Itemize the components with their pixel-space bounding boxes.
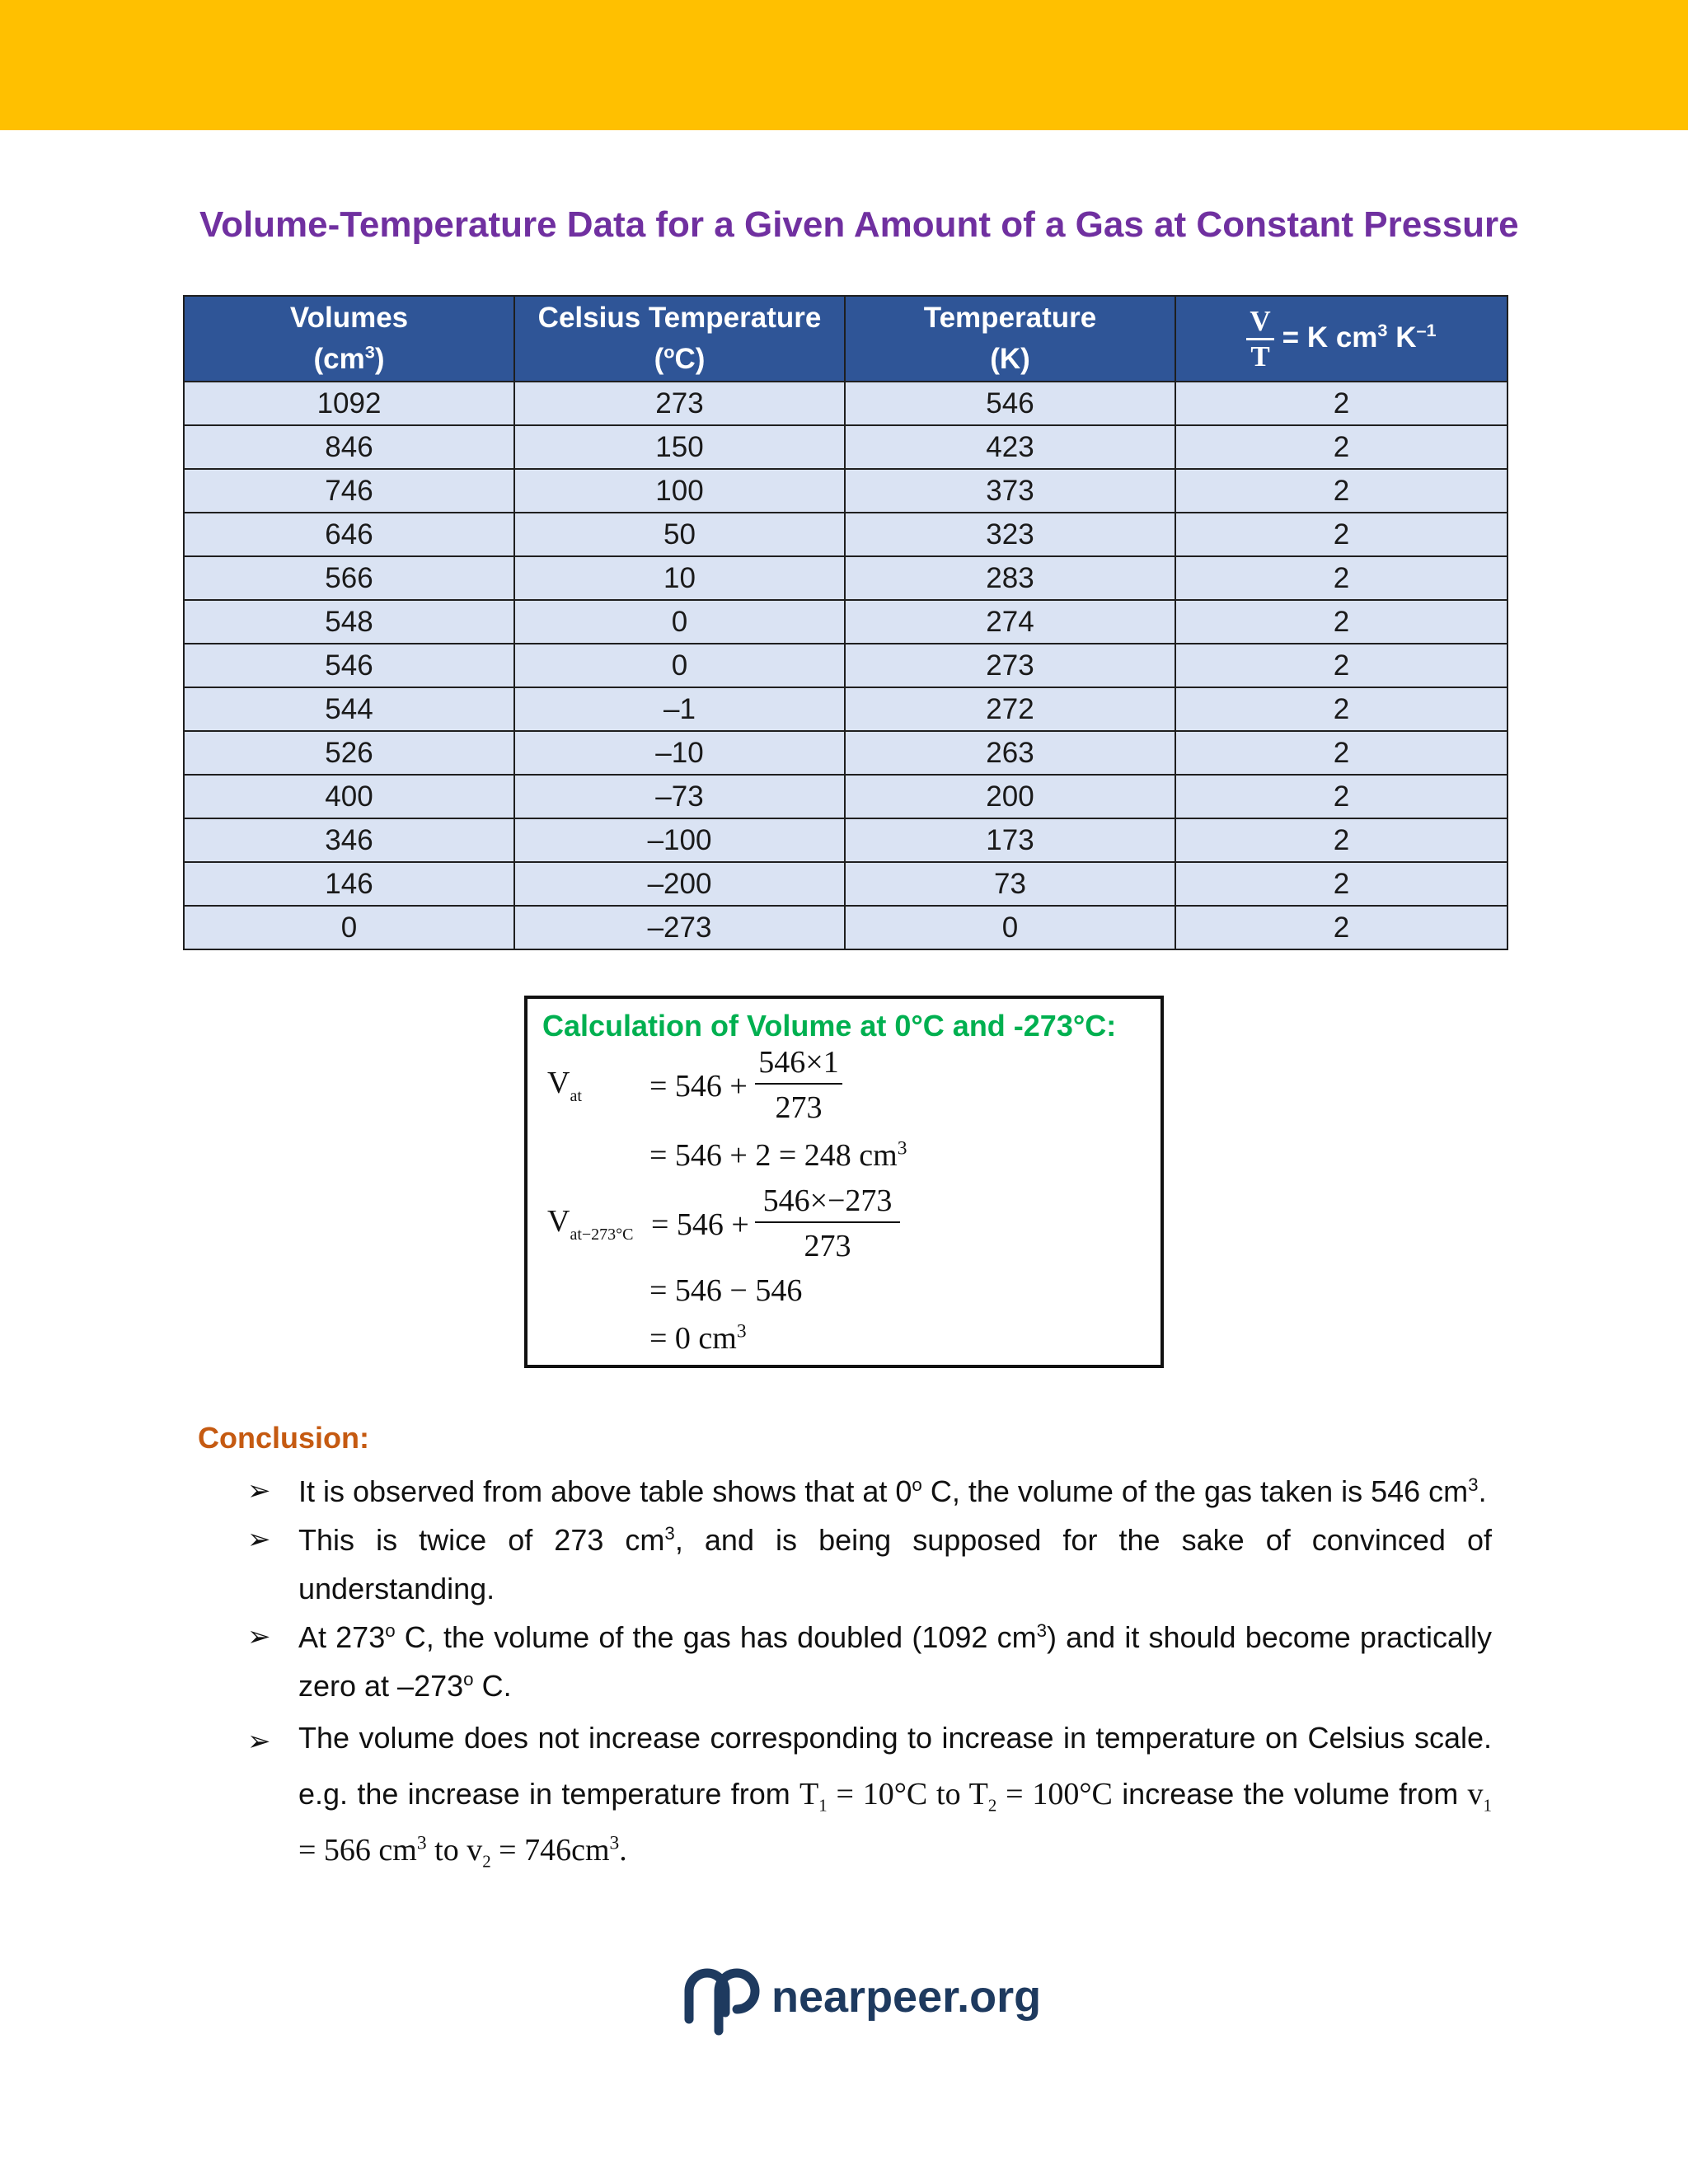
- calculation-title: Calculation of Volume at 0°C and -273°C:: [542, 1009, 1117, 1043]
- v-at-label: $V_{at}$: [547, 1066, 582, 1105]
- list-item: ➢ This is twice of 273 $cm^3$, and is being supposed for the sake of convinced of understanding.: [247, 1516, 1492, 1613]
- table-cell: 546: [184, 644, 514, 687]
- arrow-bullet-icon: ➢: [247, 1621, 271, 1652]
- arrow-bullet-icon: ➢: [247, 1475, 271, 1507]
- table-cell: 150: [514, 425, 845, 469]
- table-cell: 566: [184, 556, 514, 600]
- table-cell: 2: [1175, 775, 1507, 818]
- page-title: Volume-Temperature Data for a Given Amount of a Gas at Constant Pressure: [199, 204, 1519, 245]
- table-row: [184, 644, 1507, 687]
- table-cell: 2: [1175, 513, 1507, 556]
- table-cell: 346: [184, 818, 514, 862]
- header-bar: [0, 0, 1688, 130]
- table-cell: 0: [184, 906, 514, 949]
- list-item: ➢ At 273$^o$ C, the volume of the gas has doubled (1092 $cm^3$) and it should become practically zero at –273$^o$ C.: [247, 1613, 1492, 1710]
- table-cell: 2: [1175, 469, 1507, 513]
- logo-text: nearpeer.org: [771, 1972, 1042, 2022]
- table-cell: 2: [1175, 687, 1507, 731]
- table-row: [184, 818, 1507, 862]
- table-row: [184, 906, 1507, 949]
- table-cell: 0: [514, 644, 845, 687]
- table-cell: 1092: [184, 382, 514, 425]
- arrow-bullet-icon: ➢: [247, 1524, 271, 1555]
- table-cell: 173: [845, 818, 1175, 862]
- header-kelvin: Temperature (K): [845, 296, 1175, 382]
- table-cell: –73: [514, 775, 845, 818]
- table-cell: –1: [514, 687, 845, 731]
- table-cell: 2: [1175, 600, 1507, 644]
- table-cell: –10: [514, 731, 845, 775]
- nearpeer-logo-icon: [679, 1961, 765, 2036]
- volume-temperature-table: [183, 295, 1508, 950]
- table-cell: 10: [514, 556, 845, 600]
- table-cell: 200: [845, 775, 1175, 818]
- table-cell: 646: [184, 513, 514, 556]
- table-cell: 2: [1175, 731, 1507, 775]
- table-cell: 273: [845, 644, 1175, 687]
- table-cell: 0: [514, 600, 845, 644]
- header-volumes: Volumes $(cm^3)$: [184, 296, 514, 382]
- table-cell: –200: [514, 862, 845, 906]
- table-cell: 2: [1175, 862, 1507, 906]
- conclusion-heading: Conclusion:: [198, 1421, 369, 1455]
- table-row: [184, 862, 1507, 906]
- nearpeer-logo: [679, 1961, 1042, 2036]
- header-celsius: Celsius Temperature ($^o$C): [514, 296, 845, 382]
- table-cell: 373: [845, 469, 1175, 513]
- table-cell: 273: [514, 382, 845, 425]
- eq1-lhs: = 546 +: [649, 1069, 748, 1104]
- table-cell: 263: [845, 731, 1175, 775]
- table-row: [184, 382, 1507, 425]
- table-row: [184, 775, 1507, 818]
- table-cell: 423: [845, 425, 1175, 469]
- table-row: [184, 600, 1507, 644]
- list-item: ➢ It is observed from above table shows that at 0$^o$ C, the volume of the gas taken is 546 $cm^3$.: [247, 1467, 1492, 1516]
- volume-expression: $v_1 = 566$ $cm^3$ to $v_2 = 746cm^3$.: [298, 1777, 1492, 1872]
- table-row: [184, 556, 1507, 600]
- table-cell: –100: [514, 818, 845, 862]
- fraction-2: 546×−273 273: [755, 1180, 900, 1269]
- table-cell: 2: [1175, 906, 1507, 949]
- calculation-box: [524, 996, 1164, 1368]
- arrow-bullet-icon: ➢: [247, 1726, 271, 1757]
- table-header-row: [184, 296, 1507, 382]
- temperature-expression: $T_1 = 10^\circ C$ to $T_2 = 100^\circ C$: [799, 1777, 1113, 1816]
- eq3-lhs: = 546 +: [651, 1207, 749, 1242]
- table-cell: 548: [184, 600, 514, 644]
- table-row: [184, 513, 1507, 556]
- table-cell: 2: [1175, 382, 1507, 425]
- table-cell: 272: [845, 687, 1175, 731]
- table-cell: 50: [514, 513, 845, 556]
- conclusion-list: [247, 1467, 1492, 1878]
- header-ratio: $\frac{V}{T}$ = K $cm^3$ $K^{-1}$: [1175, 296, 1507, 382]
- table-cell: 274: [845, 600, 1175, 644]
- table-cell: 2: [1175, 425, 1507, 469]
- table-row: [184, 687, 1507, 731]
- eq2: = 546 + 2 = 248 $cm^3$: [649, 1137, 907, 1173]
- table-row: [184, 469, 1507, 513]
- table-cell: 746: [184, 469, 514, 513]
- table-cell: 2: [1175, 644, 1507, 687]
- v-over-t-fraction: $\frac{V}{T}$: [1246, 305, 1273, 373]
- table-cell: 323: [845, 513, 1175, 556]
- table-cell: 283: [845, 556, 1175, 600]
- table-cell: 526: [184, 731, 514, 775]
- table-cell: 544: [184, 687, 514, 731]
- table-cell: 400: [184, 775, 514, 818]
- table-cell: 73: [845, 862, 1175, 906]
- fraction-1: 546×1 273: [755, 1042, 842, 1131]
- table-cell: –273: [514, 906, 845, 949]
- eq4: = 546 − 546: [649, 1273, 803, 1308]
- list-item: ➢ The volume does not increase corresponding to increase in temperature on Celsius scale. e.g. the increase in temperature from $T_1 = 10^\circ C$ to $T_2 = 100^\circ C$ increase the volume from $v_1 = 566$ $cm^3$ to $v_2 = 746cm^3$.: [247, 1710, 1492, 1878]
- eq5: = 0 $cm^3$: [649, 1320, 747, 1356]
- table-cell: 846: [184, 425, 514, 469]
- table-cell: 100: [514, 469, 845, 513]
- table-cell: 2: [1175, 818, 1507, 862]
- table-cell: 546: [845, 382, 1175, 425]
- table-cell: 2: [1175, 556, 1507, 600]
- v-at-minus-273-label: $V_{at-273^\circ C}$: [547, 1204, 634, 1244]
- table-row: [184, 425, 1507, 469]
- table-cell: 0: [845, 906, 1175, 949]
- table-row: [184, 731, 1507, 775]
- table-cell: 146: [184, 862, 514, 906]
